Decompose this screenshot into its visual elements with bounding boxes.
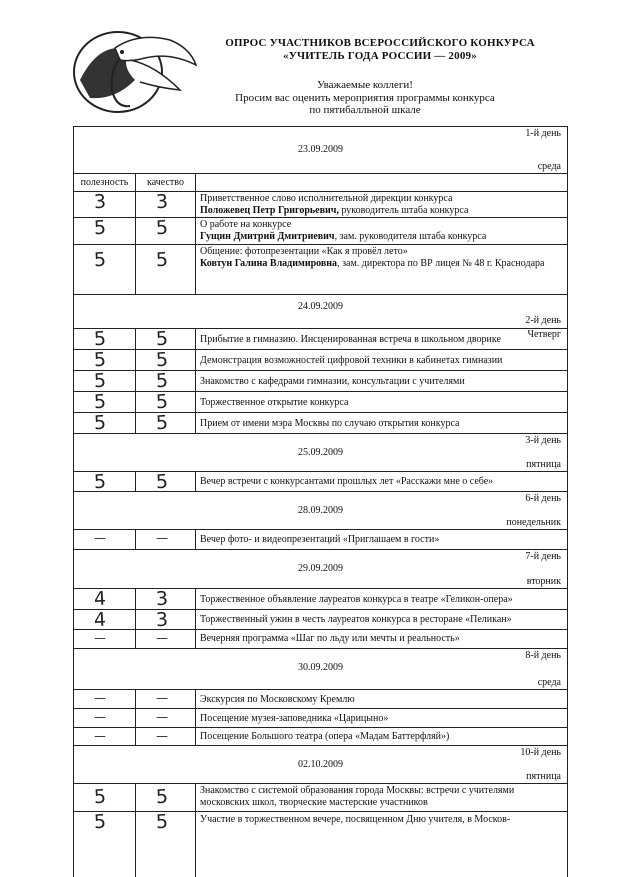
day-number: 2-й день bbox=[525, 315, 561, 326]
usefulness-score[interactable]: 5 bbox=[93, 411, 107, 435]
table-row bbox=[74, 783, 567, 811]
table-row bbox=[74, 811, 567, 877]
table-row bbox=[74, 727, 567, 745]
day-date: 28.09.2009 bbox=[298, 505, 343, 516]
event-title: Торжественное открытие конкурса bbox=[200, 397, 349, 408]
event-title: Вечер встречи с конкурсантами прошлых лет «Расскажи мне о себе» bbox=[200, 476, 494, 487]
event-title: Посещение Большого театра (опера «Мадам Баттерфляй») bbox=[200, 731, 450, 742]
quality-score[interactable]: 5 bbox=[155, 411, 169, 435]
event-title: Приветственное слово исполнительной дирекции конкурса bbox=[200, 193, 453, 204]
event-title: Вечерняя программа «Шаг по льду или мечты и реальность» bbox=[200, 633, 460, 644]
quality-score[interactable]: 5 bbox=[155, 785, 169, 809]
table-row bbox=[74, 349, 567, 370]
event-title: Торжественный ужин в честь лауреатов конкурса в ресторане «Пеликан» bbox=[200, 614, 512, 625]
quality-score[interactable]: 5 bbox=[155, 248, 169, 272]
table-row bbox=[74, 588, 567, 609]
pelican-logo bbox=[60, 20, 200, 118]
table-row bbox=[74, 529, 567, 549]
usefulness-score[interactable]: 3 bbox=[93, 190, 107, 214]
day-header bbox=[74, 648, 567, 689]
day-weekday: пятница bbox=[526, 459, 561, 470]
request-line1: Просим вас оценить мероприятия программы конкурса bbox=[235, 92, 495, 104]
day-number: 8-й день bbox=[525, 650, 561, 661]
day-header bbox=[74, 491, 567, 529]
quality-score[interactable]: — bbox=[156, 631, 168, 645]
usefulness-score[interactable]: 5 bbox=[93, 390, 107, 414]
quality-score[interactable]: 5 bbox=[155, 810, 169, 834]
day-weekday: понедельник bbox=[506, 517, 561, 528]
quality-score[interactable]: 5 bbox=[155, 369, 169, 393]
quality-score[interactable]: — bbox=[156, 710, 168, 724]
usefulness-score[interactable]: 4 bbox=[93, 587, 107, 611]
usefulness-score[interactable]: — bbox=[94, 729, 106, 743]
speaker-name: Гущин Дмитрий Дмитриевич bbox=[200, 231, 335, 242]
event-title: Знакомство с кафедрами гимназии, консультации с учителями bbox=[200, 376, 465, 387]
day-weekday: вторник bbox=[526, 576, 561, 587]
quality-score[interactable]: 5 bbox=[155, 348, 169, 372]
event-title: Экскурсия по Московскому Кремлю bbox=[200, 694, 355, 705]
usefulness-score[interactable]: — bbox=[94, 631, 106, 645]
event-title: Знакомство с системой образования города Москвы: встречи с учителями московских школ, творческие мастерские участников bbox=[200, 785, 515, 808]
day-number: 7-й день bbox=[525, 551, 561, 562]
col-usefulness: полезность bbox=[74, 174, 136, 191]
event-title: Вечер фото- и видеопрезентаций «Приглашаем в гости» bbox=[200, 534, 440, 545]
day-number: 3-й день bbox=[525, 435, 561, 446]
table-row bbox=[74, 328, 567, 349]
usefulness-score[interactable]: 4 bbox=[93, 608, 107, 632]
usefulness-score[interactable]: — bbox=[94, 710, 106, 724]
day-header bbox=[74, 549, 567, 588]
usefulness-score[interactable]: 5 bbox=[93, 248, 107, 272]
usefulness-score[interactable]: — bbox=[94, 531, 106, 545]
survey-title-line2: «УЧИТЕЛЬ ГОДА РОССИИ — 2009» bbox=[283, 50, 477, 62]
speaker-name: Ковтун Галина Владимировна bbox=[200, 258, 338, 269]
speaker-role: , зам. директора по ВР лицея № 48 г. Краснодара bbox=[337, 258, 545, 269]
day-header bbox=[74, 127, 567, 173]
quality-score[interactable]: 5 bbox=[155, 390, 169, 414]
request-line2: по пятибалльной шкале bbox=[309, 104, 421, 116]
usefulness-score[interactable]: 5 bbox=[93, 348, 107, 372]
table-row bbox=[74, 608, 567, 632]
table-row bbox=[74, 370, 567, 391]
quality-score[interactable]: 5 bbox=[155, 470, 169, 494]
event-title: Торжественное объявление лауреатов конкурса в театре «Геликон-опера» bbox=[200, 594, 513, 605]
speaker-role: руководитель штаба конкурса bbox=[338, 205, 469, 216]
event-title: О работе на конкурсе bbox=[200, 219, 292, 230]
quality-score[interactable]: 3 bbox=[155, 190, 169, 214]
day-weekday: среда bbox=[537, 677, 561, 688]
usefulness-score[interactable]: 5 bbox=[93, 216, 107, 240]
day-weekday: пятница bbox=[526, 771, 561, 782]
table-row bbox=[74, 689, 567, 708]
day-date: 25.09.2009 bbox=[298, 447, 343, 458]
col-quality: качество bbox=[136, 174, 196, 191]
quality-score[interactable]: 3 bbox=[155, 587, 169, 611]
day-date: 29.09.2009 bbox=[298, 563, 343, 574]
usefulness-score[interactable]: 5 bbox=[93, 785, 107, 809]
quality-score[interactable]: — bbox=[156, 531, 168, 545]
day-number: 10-й день bbox=[520, 747, 561, 758]
table-row bbox=[74, 191, 567, 217]
usefulness-score[interactable]: 5 bbox=[93, 327, 107, 351]
day-header bbox=[74, 745, 567, 783]
event-title: Посещение музея-заповедника «Царицыно» bbox=[200, 713, 389, 724]
day-weekday: Четверг bbox=[527, 329, 561, 340]
usefulness-score[interactable]: — bbox=[94, 691, 106, 705]
day-number: 1-й день bbox=[525, 128, 561, 139]
day-number: 6-й день bbox=[525, 493, 561, 504]
quality-score[interactable]: 3 bbox=[155, 608, 169, 632]
day-date: 24.09.2009 bbox=[298, 301, 343, 312]
event-title: Демонстрация возможностей цифровой техники в кабинетах гимназии bbox=[200, 355, 503, 366]
event-title: Прием от имени мэра Москвы по случаю открытия конкурса bbox=[200, 418, 460, 429]
rating-table bbox=[73, 126, 568, 877]
usefulness-score[interactable]: 5 bbox=[93, 810, 107, 834]
day-date: 23.09.2009 bbox=[298, 144, 343, 155]
quality-score[interactable]: 5 bbox=[155, 327, 169, 351]
table-row bbox=[74, 412, 567, 433]
usefulness-score[interactable]: 5 bbox=[93, 369, 107, 393]
day-header bbox=[74, 433, 567, 471]
event-title: Прибытие в гимназию. Инсценированная встреча в школьном дворике bbox=[200, 334, 501, 345]
quality-score[interactable]: 5 bbox=[155, 216, 169, 240]
greeting: Уважаемые коллеги! bbox=[317, 79, 413, 91]
quality-score[interactable]: — bbox=[156, 691, 168, 705]
table-row bbox=[74, 391, 567, 412]
day-weekday: среда bbox=[537, 161, 561, 172]
speaker-name: Положевец Петр Григорьевич, bbox=[200, 205, 339, 216]
column-header-row bbox=[74, 173, 567, 191]
table-row bbox=[74, 244, 567, 294]
event-title: Общение: фотопрезентации «Как я провёл лето» bbox=[200, 246, 408, 257]
table-row bbox=[74, 470, 567, 494]
table-row bbox=[74, 629, 567, 648]
usefulness-score[interactable]: 5 bbox=[93, 470, 107, 494]
quality-score[interactable]: — bbox=[156, 729, 168, 743]
table-row bbox=[74, 708, 567, 727]
day-date: 30.09.2009 bbox=[298, 662, 343, 673]
survey-title-line1: ОПРОС УЧАСТНИКОВ ВСЕРОССИЙСКОГО КОНКУРСА bbox=[225, 37, 535, 49]
table-row bbox=[74, 217, 567, 244]
speaker-role: , зам. руководителя штаба конкурса bbox=[334, 231, 487, 242]
day-date: 02.10.2009 bbox=[298, 759, 343, 770]
event-title: Участие в торжественном вечере, посвященном Дню учителя, в Москов- bbox=[200, 814, 511, 825]
